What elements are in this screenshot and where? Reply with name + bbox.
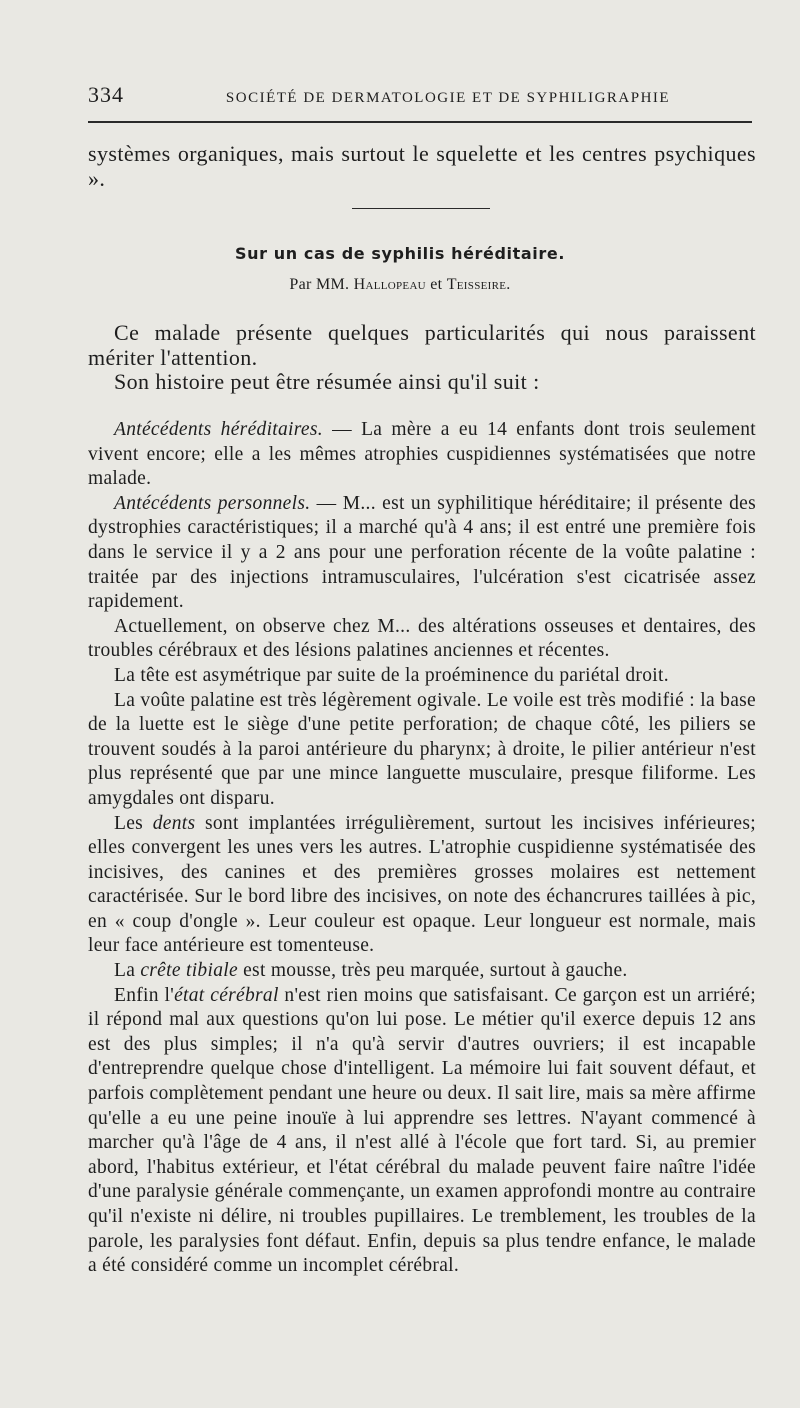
article-title: Sur un cas de syphilis héréditaire. <box>235 244 565 263</box>
hereditary-history-text: — La mère a eu 14 enfants dont trois seulement vivent encore; elle a les mêmes atrophies cuspidiennes systématisées que notre malade. <box>88 419 757 490</box>
tibia-pre: La <box>114 960 141 982</box>
paragraph-personal-history <box>88 492 756 615</box>
personal-history-label: Antécédents personnels. <box>114 492 311 514</box>
mental-state-label: état cérébral <box>174 984 279 1006</box>
teeth-pre: Les <box>114 812 153 834</box>
hereditary-history-label: Antécédents héréditaires. <box>114 419 323 440</box>
section-divider <box>352 208 490 209</box>
intro-paragraph-1: Ce malade présente quelques particularités qui nous paraissent mériter l'attention. <box>88 320 756 370</box>
continuation-text: systèmes organiques, mais surtout le squelette et les centres psychiques ». <box>88 141 756 191</box>
article-authors <box>0 276 800 294</box>
page-header <box>88 82 752 108</box>
body-text <box>88 418 756 1279</box>
paragraph-tibia <box>88 959 756 984</box>
paragraph-mental-state <box>88 984 756 1279</box>
intro-block <box>88 321 756 395</box>
authors-prefix: Par MM. <box>289 276 350 293</box>
paragraph-palate: La voûte palatine est très légèrement ogivale. Le voile est très modifié : la base de la luette est le siège d'une petite perforation; de chaque côté, les piliers se trouvent soudés à la paroi antérieure du pharynx; à droite, le pilier antérieur n'est plus représenté que par une mince languette musculaire, presque filiforme. Les amygdales ont disparu. <box>88 689 756 809</box>
paragraph-current-state: Actuellement, on observe chez M... des altérations osseuses et dentaires, des troubles cérébraux et des lésions palatines anciennes et récentes. <box>88 615 756 662</box>
page-number: 334 <box>88 82 124 107</box>
personal-history-text: — M... est un syphilitique héréditaire; il présente des dystrophies caractéristiques; il a marché qu'à 4 ans; il est entré une première fois dans le service il y a 2 ans pour une perforation récente de la voûte palatine : traitée par des injections intramusculaires, l'ulcération s'est cicatrisée assez rapidement. <box>88 492 756 613</box>
intro-paragraph-2: Son histoire peut être résumée ainsi qu'il suit : <box>114 369 540 394</box>
mental-state-text: n'est rien moins que satisfaisant. Ce garçon est un arriéré; il répond mal aux questions qu'on lui pose. Le métier qu'il exerce depuis 12 ans est des plus simples; il n'a qu'à servir d'autres ouvriers; il est incapable d'entreprendre quelque chose d'intelligent. La mémoire lui fait souvent défaut, et parfois complètement pendant une heure ou deux. Il sait lire, mais sa mère affirme qu'elle a eu une peine inouïe à lui apprendre ses lettres. N'ayant commencé à marcher qu'à l'âge de 4 ans, il n'est allé à l'école que fort tard. Si, au premier abord, l'habitus extérieur, et l'état cérébral du malade peuvent faire naître l'idée d'une paralysie générale commençante, un examen approfondi montre au contraire qu'il n'existe ni délire, ni troubles pupillaires. Le tremblement, les troubles de la parole, les paralysies font défaut. Enfin, depuis sa plus tendre enfance, le malade a été considéré comme un incomplet cérébral. <box>88 984 756 1277</box>
paragraph-teeth <box>88 812 756 960</box>
author-teisseire: Teisseire. <box>446 276 511 293</box>
paragraph-head: La tête est asymétrique par suite de la proéminence du pariétal droit. <box>114 664 669 686</box>
paragraph-hereditary-history <box>88 418 756 492</box>
mental-state-pre: Enfin l' <box>114 984 175 1006</box>
author-hallopeau: Hallopeau <box>353 276 426 293</box>
continuation-block <box>88 142 756 191</box>
tibia-label: crête tibiale <box>140 960 238 982</box>
running-head: SOCIÉTÉ DE DERMATOLOGIE ET DE SYPHILIGRAPHIE <box>225 90 671 106</box>
header-rule <box>88 121 752 123</box>
teeth-text: sont implantées irrégulièrement, surtout les incisives inférieures; elles convergent les unes vers les autres. L'atrophie cuspidienne systématisée des incisives, des canines et des premières grosses molaires est nettement caractérisée. Sur le bord libre des incisives, on note des échancrures taillées à pic, en « coup d'ongle ». Leur couleur est opaque. Leur longueur est normale, mais leur face antérieure est tomenteuse. <box>88 812 756 957</box>
teeth-label: dents <box>152 812 196 834</box>
tibia-text: est mousse, très peu marquée, surtout à gauche. <box>237 960 628 982</box>
authors-and: et <box>430 276 443 293</box>
